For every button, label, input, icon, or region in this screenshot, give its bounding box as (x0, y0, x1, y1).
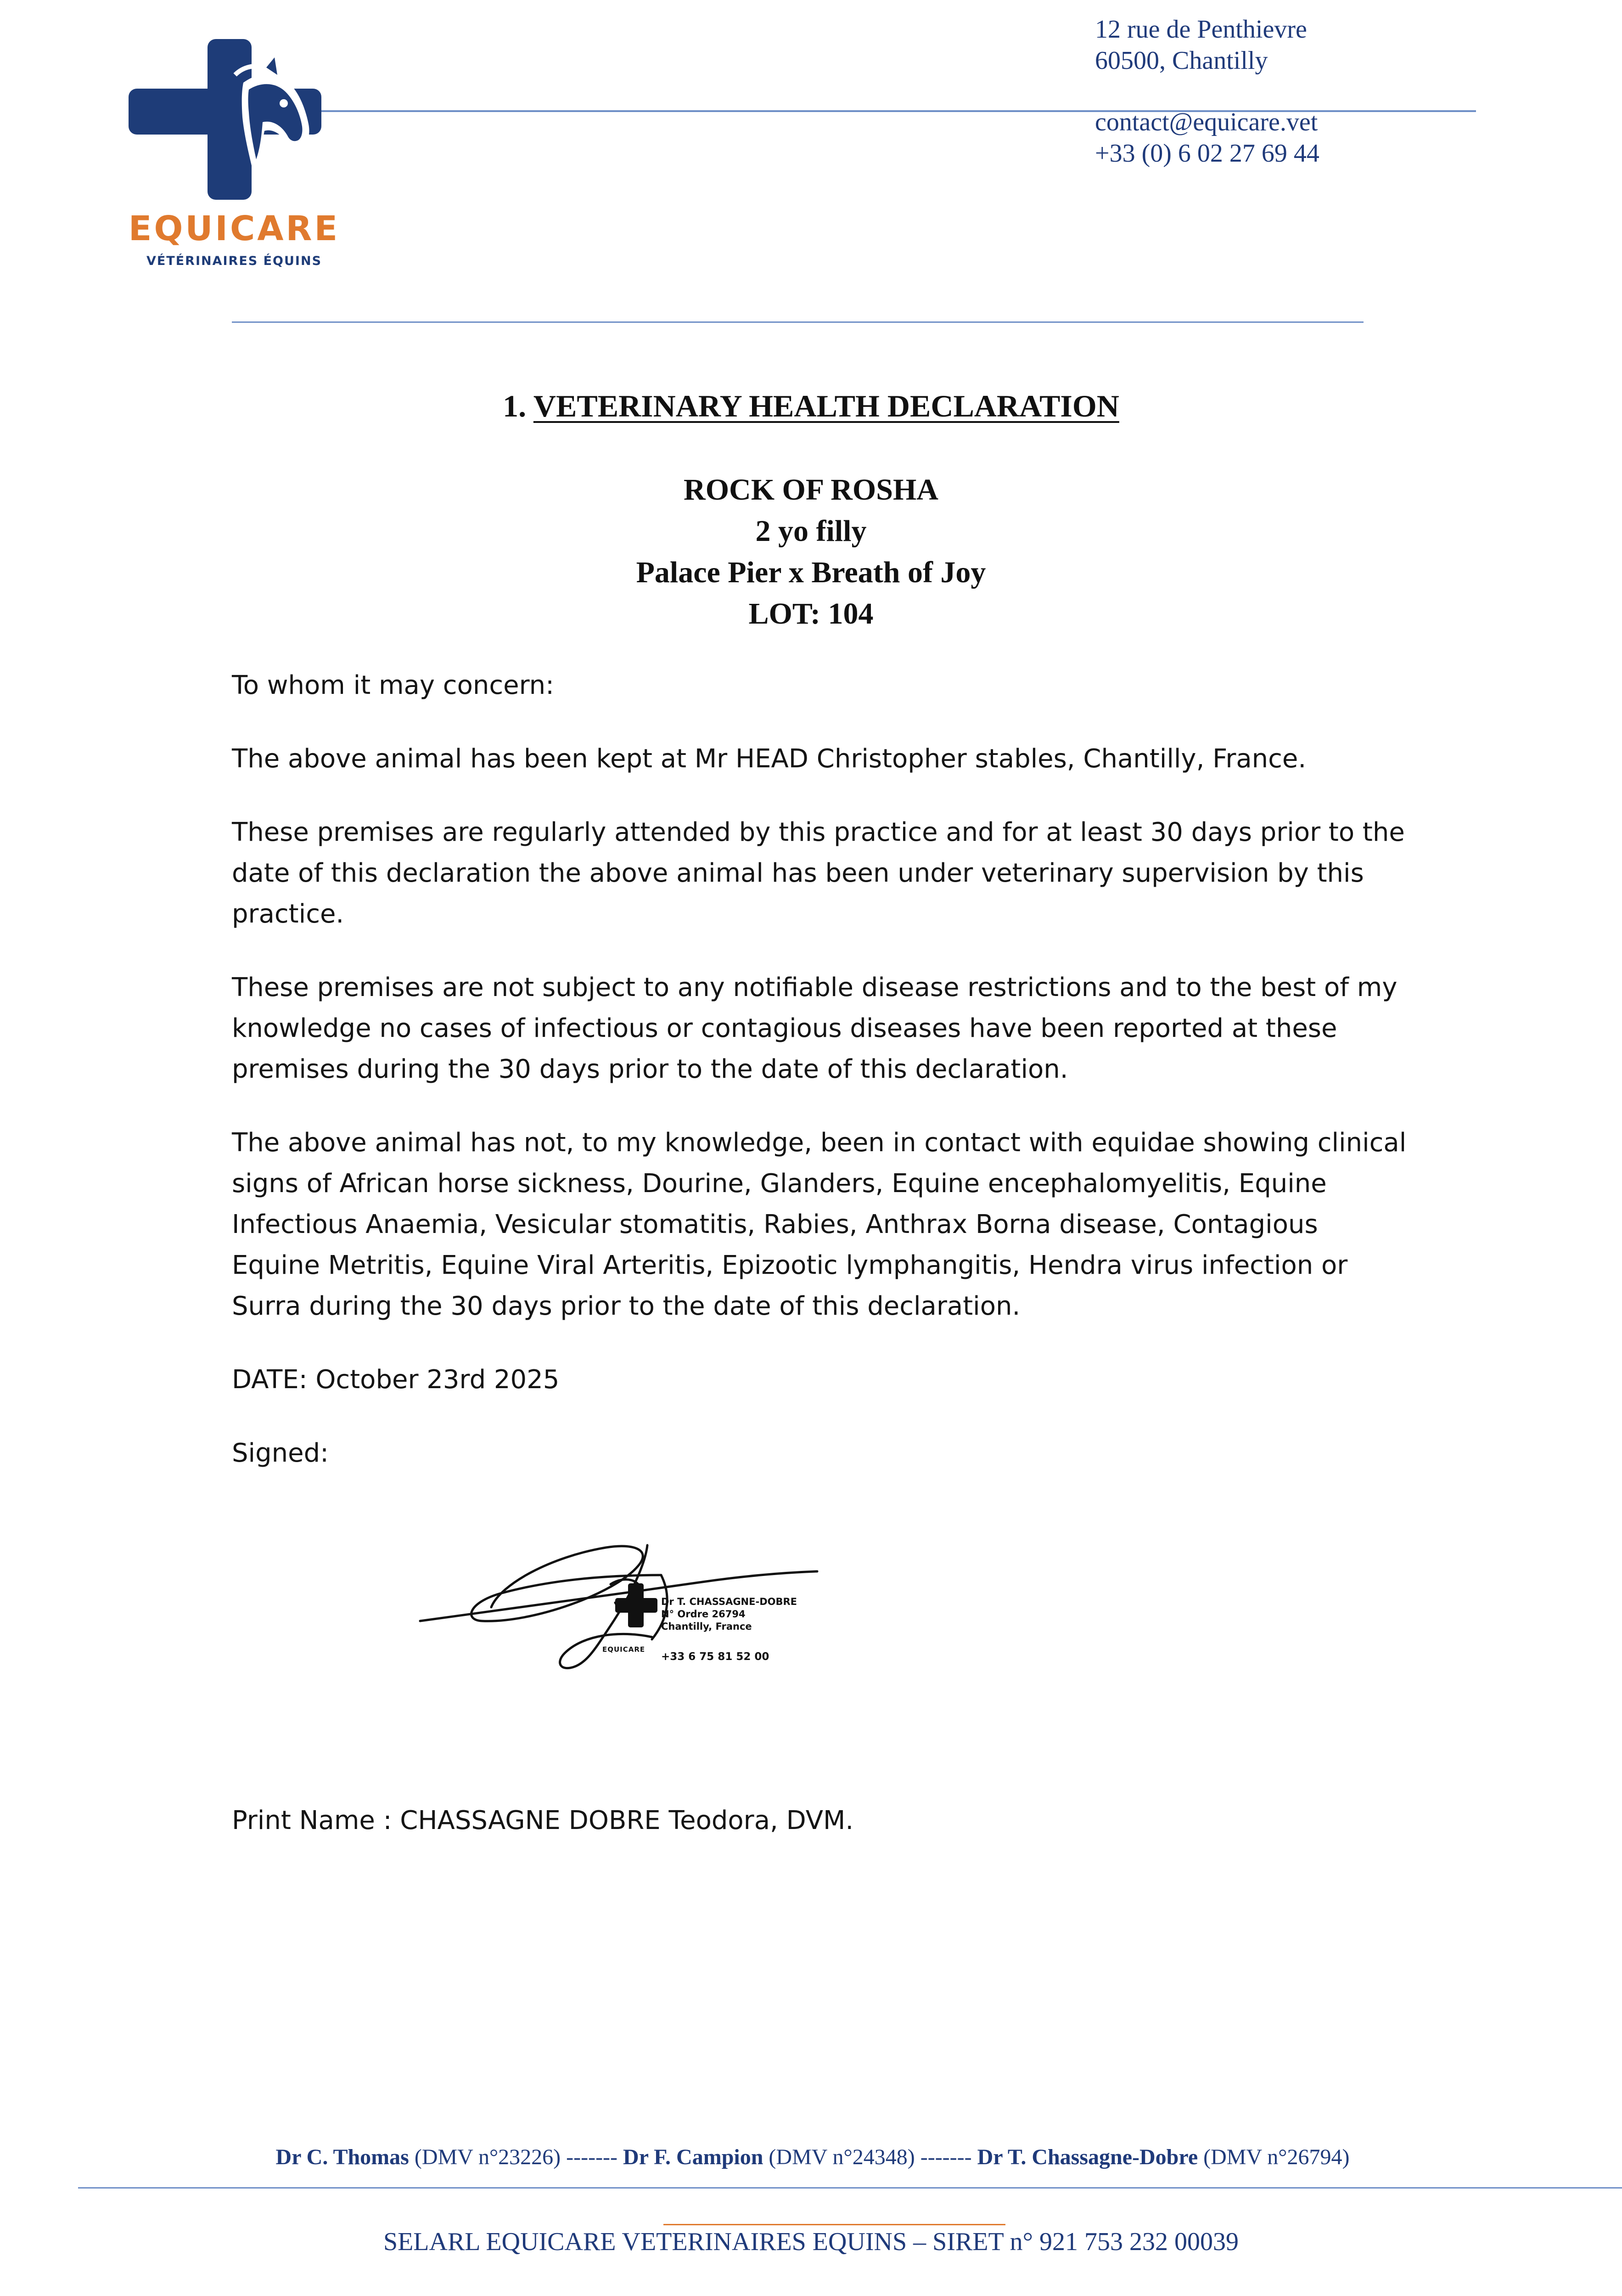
title-text: VETERINARY HEALTH DECLARATION (533, 388, 1119, 423)
vet1-dmv: (DMV n°23226) ------- (409, 2145, 623, 2169)
lot-number: LOT: 104 (748, 597, 874, 630)
stamp-brand: EQUICARE (602, 1645, 645, 1654)
vet3-name: Dr T. Chassagne-Dobre (977, 2145, 1198, 2169)
paragraph-diseases: The above animal has not, to my knowledge, been in contact with equidae showing clinical signs of African horse sickness, Dourine, Glanders, Equine encephalomyelitis, Equine Infectious Anaemia, Vesicular stomatitis, Rabies, Anthrax Borna disease, Contagious Equine Metritis, Equine Viral Arteritis, Epizootic lymphangitis, Hendra virus infection or Surra during the 30 days prior to the date of this declaration. (232, 1128, 1407, 1321)
vet2-name: Dr F. Campion (623, 2145, 763, 2169)
address-city: 60500, Chantilly (1095, 46, 1268, 75)
address-street: 12 rue de Penthievre (1095, 15, 1307, 44)
declaration-date: DATE: October 23rd 2025 (232, 1365, 560, 1395)
paragraph-supervision: These premises are regularly attended by this practice and for at least 30 days prior to the date of this declaration the above animal has been under veterinary supervision by this practice. (232, 817, 1405, 929)
paragraph-stables: The above animal has been kept at Mr HEAD Christopher stables, Chantilly, France. (232, 744, 1307, 774)
stamp-city: Chantilly, France (661, 1621, 752, 1632)
document-title (0, 388, 1622, 424)
declaration-body (232, 665, 1407, 1506)
horse-name: ROCK OF ROSHA (684, 473, 938, 506)
logo-name: EQUICARE (128, 209, 340, 248)
horse-pedigree: Palace Pier x Breath of Joy (636, 556, 986, 589)
practice-address (1095, 14, 1600, 169)
title-number: 1. (503, 388, 527, 423)
footer-divider (78, 2187, 1622, 2189)
logo-tagline: VÉTÉRINAIRES ÉQUINS (146, 254, 322, 268)
stamp-ordre: N° Ordre 26794 (661, 1609, 746, 1620)
vet-stamp (661, 1596, 797, 1633)
print-name: Print Name : CHASSAGNE DOBRE Teodora, DVM. (232, 1806, 854, 1835)
stamp-name: Dr T. CHASSAGNE-DOBRE (661, 1596, 797, 1607)
footer-partners (239, 2144, 1386, 2170)
horse-age-sex: 2 yo filly (755, 514, 867, 548)
horse-identification (0, 469, 1622, 635)
header-underline (232, 321, 1364, 323)
paragraph-restrictions: These premises are not subject to any notifiable disease restrictions and to the best of my knowledge no cases of infectious or contagious diseases have been reported at these premises during the 30 days prior to the date of this declaration. (232, 973, 1398, 1084)
vet2-dmv: (DMV n°24348) ------- (763, 2145, 977, 2169)
salutation: To whom it may concern: (232, 670, 554, 700)
footer-accent-line (663, 2224, 1005, 2225)
cross-horse-head-icon (129, 39, 321, 204)
stamp-phone: +33 6 75 81 52 00 (661, 1651, 769, 1663)
signed-label: Signed: (232, 1438, 329, 1468)
vet1-name: Dr C. Thomas (275, 2145, 409, 2169)
contact-phone: +33 (0) 6 02 27 69 44 (1095, 139, 1319, 168)
contact-email: contact@equicare.vet (1095, 108, 1318, 136)
footer-company: SELARL EQUICARE VETERINAIRES EQUINS – SIRET n° 921 753 232 00039 (383, 2228, 1239, 2256)
vet3-dmv: (DMV n°26794) (1198, 2145, 1350, 2169)
